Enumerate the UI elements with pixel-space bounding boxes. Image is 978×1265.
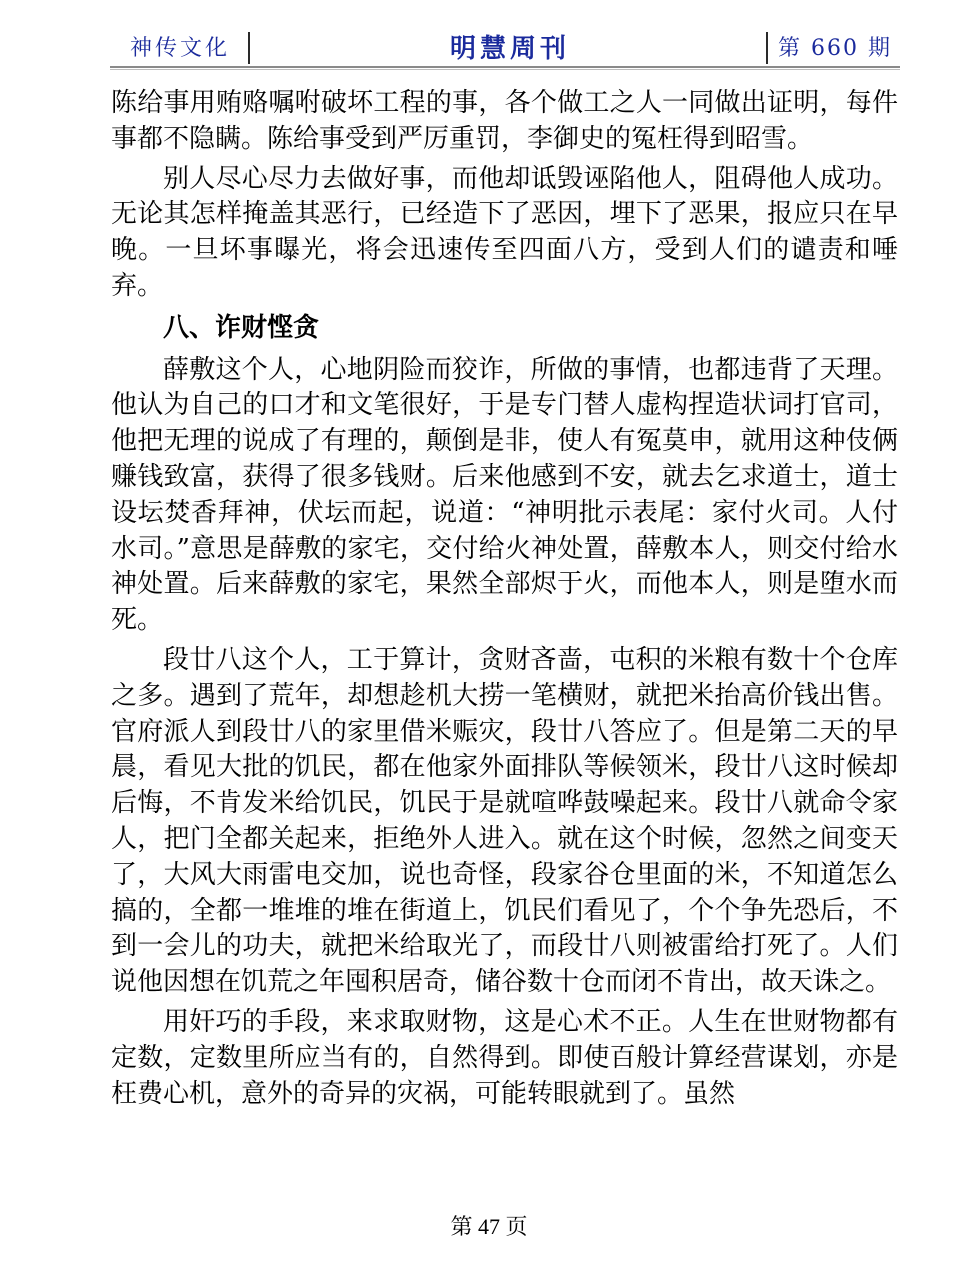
header-divider (766, 32, 768, 64)
header-rule (110, 66, 900, 68)
issue-number: 第 660 期 (778, 35, 892, 61)
paragraph: 薛敷这个人，心地阴险而狡诈，所做的事情，也都违背了天理。他认为自己的口才和文笔很好，于是专门替人虚构捏造状词打官司，他把无理的说成了有理的，颠倒是非，使人有冤莫申，就用这种伎俩赚钱致富，获得了很多钱财。后来他感到不安，就去乞求道士，道士设坛焚香拜神，伏坛而起，说道：“神明批示表尾：家付火司。人付水司。”意思是薛敷的家宅，交付给火神处置，薛敷本人，则交付给水神处置。后来薛敷的家宅，果然全部烬于火，而他本人，则是堕水而死。 (111, 354, 898, 636)
publication-title: 明慧周刊 (449, 33, 570, 64)
section-label: 神传文化 (129, 35, 230, 61)
paragraph: 别人尽心尽力去做好事，而他却诋毁诬陷他人，阻碍他人成功。无论其怎样掩盖其恶行，已经造下了恶因，埋下了恶果，报应只在早晚。一旦坏事曝光，将会迅速传至四面八方，受到人们的谴责和唾弃。 (111, 163, 898, 301)
paragraph: 段廿八这个人，工于算计，贪财吝啬，屯积的米粮有数十个仓库之多。遇到了荒年，却想趁机大捞一笔横财，就把米抬高价钱出售。官府派人到段廿八的家里借米赈灾，段廿八答应了。但是第二天的早晨，看见大批的饥民，都在他家外面排队等候领米，段廿八这时候却后悔，不肯发米给饥民，饥民于是就喧哗鼓噪起来。段廿八就命令家人，把门全都关起来，拒绝外人进入。就在这个时候，忽然之间变天了，大风大雨雷电交加，说也奇怪，段家谷仓里面的米，不知道怎么搞的，全都一堆堆的堆在街道上，饥民们看见了，个个争先恐后，不到一会儿的功夫，就把米给取光了，而段廿八则被雷给打死了。人们说他因想在饥荒之年囤积居奇，储谷数十仓而闭不肯出，故天诛之。 (111, 644, 898, 998)
paragraph: 陈给事用贿赂嘱咐破坏工程的事，各个做工之人一同做出证明，每件事都不隐瞒。陈给事受到严厉重罚，李御史的冤枉得到昭雪。 (111, 88, 898, 154)
page-header (110, 22, 900, 68)
article-body (111, 86, 898, 1112)
header-rule-thin (110, 69, 900, 70)
paragraph: 用奸巧的手段，来求取财物，这是心术不正。人生在世财物都有定数，定数里所应当有的，自然得到。即使百般计算经营谋划，亦是枉费心机，意外的奇异的灾祸，可能转眼就到了。虽然 (111, 1006, 898, 1109)
section-heading: 八、诈财悭贪 (163, 312, 320, 343)
page-number: 第 47 页 (450, 1214, 528, 1239)
